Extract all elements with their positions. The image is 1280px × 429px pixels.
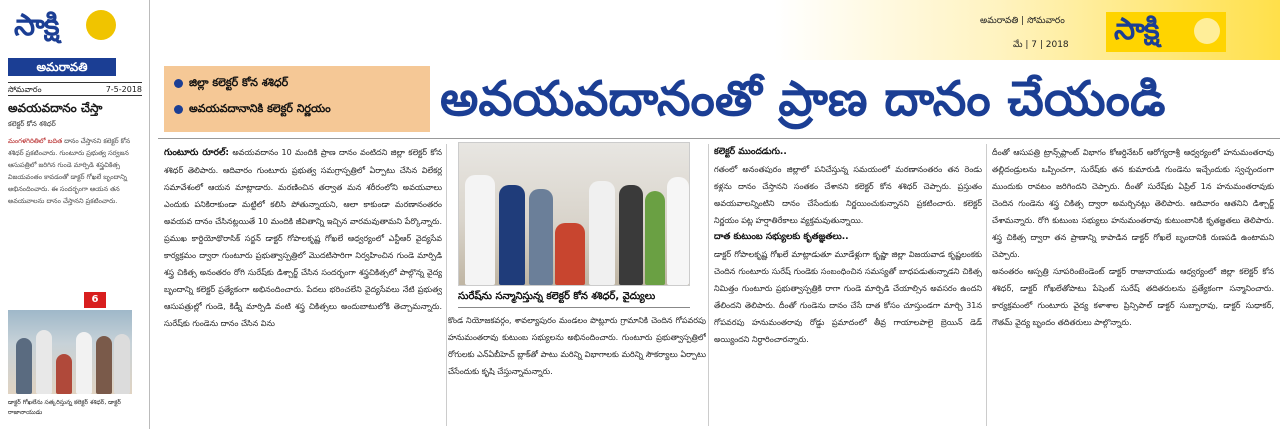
- column-text: గతంలో అనంతపురం జిల్లాలో పనిచేస్తున్న సమయంలో మరణానంతరం తన రెండు కళ్లను దానం చేస్తానని సంతకం చేశానని కలెక్టర్ కోన శశిధర్ చెప్పారు. ప్రస్తుతం అవయవాలన్నింటిని దానం చేసేందుకు నిర్ణయించుకున్నానని ప్రకటించారు. కలెక్టర్ నిర్ణయం పట్ల హర్షాతిరేకాలు వ్యక్తమవుతున్నాయి.: [714, 165, 982, 225]
- left-photo: [8, 310, 132, 394]
- photo-person: [589, 181, 615, 285]
- photo-person: [114, 334, 130, 394]
- column-divider: [708, 144, 709, 426]
- masthead-city-day: అమరావతి | సోమవారం: [980, 16, 1065, 26]
- masthead-date: మే | 7 | 2018: [1013, 40, 1069, 50]
- left-subhead: కలెక్టర్ కోన శశిధర్: [8, 120, 56, 128]
- column-text: దీంతో ఆసుపత్రి ట్రాన్స్‌ప్లాంట్ విభాగం కోఆర్డినేటర్ ఆరోగ్యరాశ్రీ ఆధ్వర్యంలో హనుమంతరావు తల్లిదండ్రులను ఒప్పించగా, సురేష్‌కు తన కుమారుడి గుండెను ఇచ్చేందుకు స్వచ్ఛందంగా ముందుకు రావటం జరిగిందని చెప్పారు. దీంతో సురేష్‌కు ఏప్రిల్ 1న హనుమంతరావుకు చెందిన గుండెను శస్త్ర చికిత్స ద్వారా అమర్చినట్లు తెలిపారు. ఆదివారం ఆతనిని డిశ్చార్జ్ చేశామన్నారు. రోగి కుటుంబ సభ్యులు హనుమంతరావు కుటుంబానికి కృతజ్ఞతలు తెలిపారు. శస్త్ర చికిత్స ద్వారా తన ప్రాణాన్ని కాపాడిన డాక్టర్ గోఖలే బృందానికి రుణపడి ఉంటామని చెప్పారు.: [992, 148, 1274, 259]
- left-photo-caption: డాక్టర్ గోఖలేను సత్కరిస్తున్న కలెక్టర్ శశిధర్, డాక్టర్ రాజానాయుడు: [8, 399, 121, 416]
- logo-text: సాక్షి: [1114, 12, 1159, 47]
- column-text: కొండ నియోజకవర్గం, శావల్యాపురం మండలం పొట్లూరు గ్రామానికి చెందిన గోపవరపు హనుమంతరావు కుటుంబ సభ్యులను అభినందించారు. గుంటూరు ప్రభుత్వాస్పత్రిలో రోగులకు ఎన్‌ఏబీహెచ్ బ్లాక్‌తో పాటు మరిన్ని విభాగాలకు మరిన్ని సౌకర్యాలు ఏర్పాటు చేసేందుకు కృషి చేస్తున్నామన్నారు.: [448, 316, 706, 376]
- left-dateline: మంగళగిరితిలో బదిత: [8, 137, 63, 145]
- edition-city: అమరావతి: [8, 58, 116, 76]
- photo-person: [555, 223, 585, 285]
- logo-sun-icon: [86, 10, 116, 40]
- main-photo: [458, 142, 690, 286]
- kicker-line: [174, 76, 288, 92]
- kicker-text: జిల్లా కలెక్టర్ కోన శశిధర్: [189, 76, 289, 89]
- photo-person: [465, 175, 495, 285]
- photo-person: [645, 191, 665, 285]
- section-subhead: దాత కుటుంబ సభ్యులకు కృతజ్ఞతలు..: [714, 232, 849, 242]
- column-divider: [986, 144, 987, 426]
- article-column-3: [714, 144, 982, 426]
- page-number-badge: 6: [84, 292, 106, 308]
- photo-person: [529, 189, 553, 285]
- kicker-box: [164, 66, 430, 132]
- article-column-2: [448, 312, 706, 426]
- column-text: అవయవదానం 10 మందికి ప్రాణ దానం వంటిదని జిల్లా కలెక్టర్ కోన శశిధర్ తెలిపారు. ఆదివారం గుంటూరు ప్రభుత్వ సమగ్రాస్పత్రిలో ఏర్పాటు చేసిన విలేకర్ల సమావేశంలో ఆయన మాట్లాడారు. మరణించిన తర్వాత మన శరీరంలోని అవయవాలు ఎందుకు పనికిరాకుండా మట్టిలో కలిసి పోతున్నాయని, ఆలా కాకుండా మరణానంతరం అవయవ దానం చేసినట్లయితే 10 మందికి జీవితాన్ని ఇచ్చిన వారమవుతామని పేర్కొన్నారు. ప్రముఖ కార్డియోథొరాసిక్ సర్జన్ డాక్టర్ గోపాలకృష్ణ గోఖలే ఆధ్వర్యంలో ఎన్టీఆర్ వైద్యసేవ కార్యక్రమం ద్వారా గుంటూరు ప్రభుత్వాస్పత్రిలో మొదటిసారిగా నిర్వహించిన గుండె మార్పిడి శస్త్ర చికిత్స అనంతరం రోగి సురేష్‌కు డిశ్చార్జ్ చేసిన సందర్భంగా శస్త్రచికిత్సలో పాల్గొన్న వైద్య బృందాన్ని కలెక్టర్ ప్రత్యేకంగా అభినందించారు. పేదలు భరించలేని వైద్యసేవలు నేటి ప్రభుత్వ ఆసుపత్రుల్లో గుండె, కిడ్నీ మార్పిడి వంటి శస్త్ర చికిత్సలు అందుబాటులోకి తెచ్చామన్నారు. సురేష్‌కు గుండెను దానం చేసిన విను: [164, 148, 442, 328]
- dateline: గుంటూరు రూరల్:: [164, 148, 229, 158]
- photo-person: [96, 336, 112, 394]
- main-article: [158, 0, 1280, 429]
- column-divider: [446, 144, 447, 426]
- sakshi-logo: [1106, 12, 1226, 52]
- column-text: అనంతరం ఆస్పత్రి సూపరింటెండెంట్ డాక్టర్ రాజునాయుడు ఆధ్వర్యంలో జిల్లా కలెక్టర్ కోన శశిధర్, డాక్టర్ గోఖలేతోపాటు పేషెంట్ సురేష్ తదితరులను ప్రత్యేకంగా సన్మానించారు. కార్యక్రమంలో గుంటూరు వైద్య కళాశాల ప్రిన్సిపాల్ డాక్టర్ సుబ్బారావు, డాక్టర్ సుధాకర్, గౌతమ్ వైద్య బృందం తదితరులు పాల్గొన్నారు.: [992, 267, 1274, 327]
- bullet-icon: [174, 79, 183, 88]
- edition-date: 7-5-2018: [105, 85, 142, 94]
- photo-person: [76, 332, 92, 394]
- article-column-1: [164, 144, 442, 426]
- kicker-line: [174, 102, 331, 118]
- photo-person: [619, 185, 643, 285]
- column-text: డాక్టర్ గోపాలకృష్ణ గోఖలే మాట్లాడుతూ మూడేళ్లుగా కృష్ణా జిల్లా విజయవాడ కృష్ణలంకకు చెందిన గుంటూరు సురేష్ గుండెకు సంబంధించిన సమస్యతో బాధపడుతున్నాడని చికిత్స నిమిత్తం గుంటూరు ప్రభుత్వాస్పత్రికి రాగా గుండె మార్పిడి చేయాల్సిన అవసరం ఉందని తేలిందని తెలిపారు. దీంతో గుండెను దానం చేసే దాత కోసం చూస్తుండగా మార్చి 31న గోపవరపు హనుమంతరావు రోడ్డు ప్రమాదంలో తీవ్ర గాయాలపాలై బ్రెయిన్ డెడ్ అయ్యిందని నిర్ధారించారన్నారు.: [714, 250, 982, 344]
- article-column-4: [992, 144, 1274, 426]
- photo-person: [56, 354, 72, 394]
- photo-person: [499, 185, 525, 285]
- bullet-icon: [174, 105, 183, 114]
- edition-date-bar: [8, 82, 142, 96]
- section-subhead: కలెక్టర్ ముందడుగు..: [714, 147, 787, 157]
- left-sidebar: [0, 0, 150, 429]
- kicker-text: అవయవదానానికి కలెక్టర్ నిర్ణయం: [189, 102, 331, 115]
- photo-person: [667, 177, 689, 285]
- edition-day: సోమవారం: [8, 85, 42, 94]
- logo-sun-icon: [1194, 18, 1220, 44]
- photo-person: [16, 338, 32, 394]
- article-headline: అవయవదానంతో ప్రాణ దానం చేయండి: [440, 71, 1166, 127]
- photo-person: [36, 330, 52, 394]
- headline-rule: [158, 138, 1280, 139]
- logo-text: సాక్షి: [14, 8, 59, 43]
- left-body: దానం చేస్తానని కలెక్టర్ కోన శశిధర్ ప్రకటించారు. గుంటూరు ప్రభుత్వ సర్వజన ఆసుపత్రిలో జరిగిన గుండె మార్పిడి శస్త్రచికిత్స విజయవంతం కావడంతో డాక్టర్ గోఖలే బృందాన్ని అభినందించారు. ఈ సందర్భంగా ఆయన తన అవయవాలను దానం చేస్తానని ప్రకటించారు.: [8, 137, 131, 205]
- photo-caption: సురేష్‌ను సన్మానిస్తున్న కలెక్టర్ కోన శశిధర్, వైద్యులు: [458, 290, 690, 308]
- left-headline: అవయవదానం చేస్తా: [8, 101, 103, 115]
- left-body-text: [8, 135, 146, 207]
- sakshi-logo-small: [8, 6, 116, 58]
